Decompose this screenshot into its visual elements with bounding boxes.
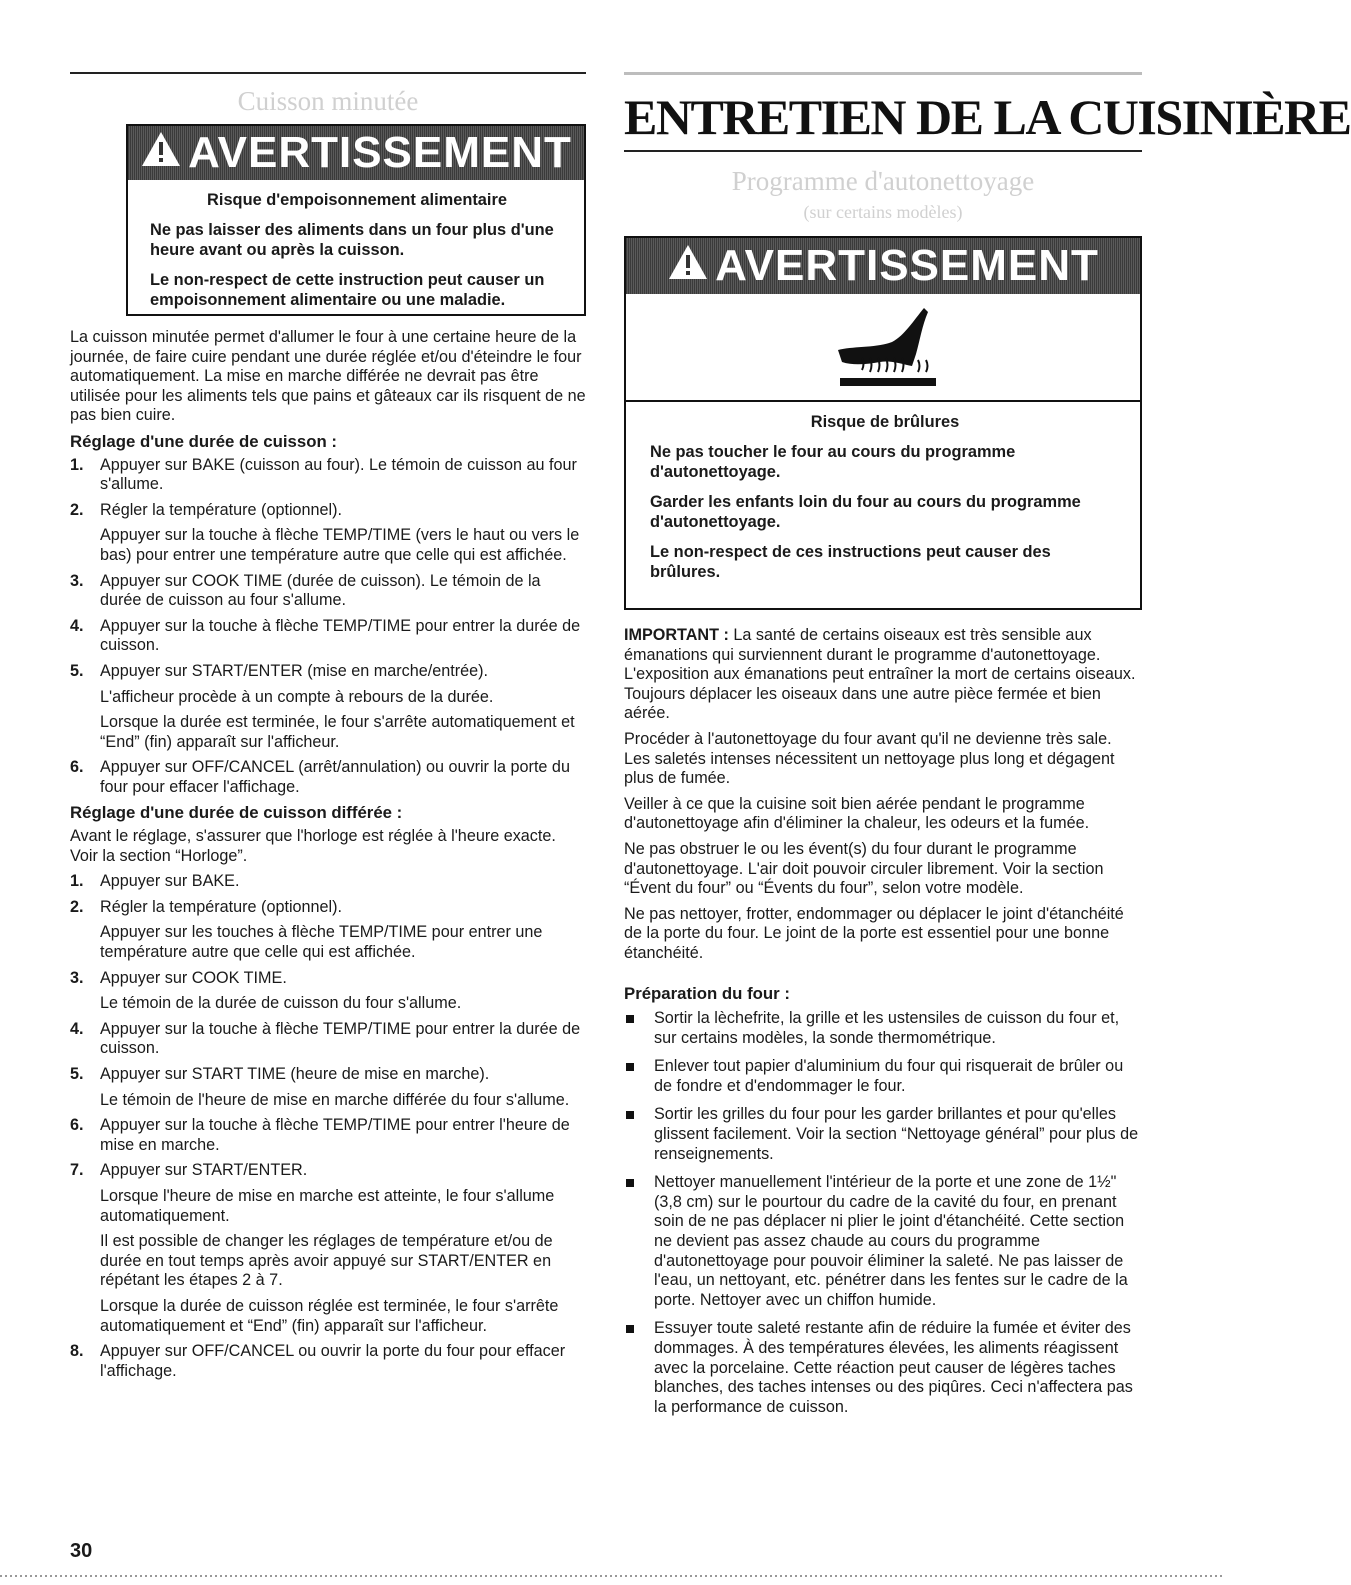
warning-banner-label: AVERTISSEMENT: [188, 128, 572, 177]
step-number: 3.: [70, 571, 84, 590]
warning-line: Garder les enfants loin du four au cours du programme d'autonettoyage.: [650, 493, 1081, 531]
warning-line: Le non-respect de cette instruction peut causer un empoisonnement alimentaire ou une maladie.: [150, 271, 545, 309]
warning-box-burn: [624, 236, 1142, 610]
scan-edge: [0, 1575, 1225, 1577]
step-number: 4.: [70, 1019, 84, 1038]
heading-duree: Réglage d'une durée de cuisson :: [70, 431, 337, 451]
step-number: 7.: [70, 1161, 84, 1180]
step-subtext: Lorsque la durée de cuisson réglée est terminée, le four s'arrête automatiquement et “End” (fin) apparaît sur l'afficheur.: [100, 1296, 559, 1335]
step-number: 2.: [70, 897, 84, 916]
right-top-rule: [624, 72, 1142, 75]
heading-preparation: Préparation du four :: [624, 983, 790, 1003]
step-number: 3.: [70, 968, 84, 987]
warning-line: Le non-respect de ces instructions peut causer des brûlures.: [650, 543, 1051, 581]
step-item: [70, 617, 586, 656]
bullet-text: Enlever tout papier d'aluminium du four qui risquerait de brûler ou de fondre et d'endommager le four.: [654, 1057, 1124, 1095]
step-number: 1.: [70, 872, 84, 891]
bullet-square-icon: [626, 1325, 634, 1333]
warning-heading: Risque de brûlures: [810, 413, 960, 431]
section-subtitle: (sur certains modèles): [803, 202, 963, 222]
main-title: ENTRETIEN DE LA CUISINIÈRE: [624, 89, 1351, 145]
step-text: Régler la température (optionnel).: [100, 897, 343, 916]
bullet-item: [624, 1009, 1142, 1048]
bullet-text: Nettoyer manuellement l'intérieur de la porte et une zone de 1½" (3,8 cm) sur le pourtour du cadre de la cavité du four, en prenant soin de ne pas déplacer ni plier le joint d'étanchéité. Cette section ne devient pas assez chaude au cours du programme d'autonettoyage pour pouvoir éliminer la saleté. Ne pas laisser de l'eau, un nettoyant, etc. pénétrer dans les fentes sur le cadre de la porte. Nettoyer avec un chiffon humide.: [654, 1173, 1128, 1309]
step-text: Appuyer sur BAKE.: [100, 872, 240, 891]
step-text: Appuyer sur COOK TIME (durée de cuisson). Le témoin de la durée de cuisson au four s'allume.: [100, 571, 541, 610]
bullet-square-icon: [626, 1179, 634, 1187]
step-number: 6.: [70, 1116, 84, 1135]
bullet-square-icon: [626, 1015, 634, 1023]
bullet-item: [624, 1057, 1142, 1096]
step-subtext: Il est possible de changer les réglages de température et/ou de durée en tout temps après avoir appuyé sur START/ENTER en répétant les étapes 2 à 7.: [100, 1232, 553, 1290]
right-body: [624, 626, 1142, 1426]
steps-list-differee: [70, 872, 586, 1381]
step-text: Appuyer sur la touche à flèche TEMP/TIME pour entrer la durée de cuisson.: [100, 616, 581, 655]
heading-differee: Réglage d'une durée de cuisson différée :: [70, 803, 403, 823]
step-item: [70, 1161, 586, 1336]
step-subtext: Appuyer sur les touches à flèche TEMP/TIME pour entrer une température autre que celle qui est affichée.: [100, 923, 543, 962]
step-number: 2.: [70, 500, 84, 519]
warning-banner: [626, 238, 1140, 294]
bullet-text: Sortir la lèchefrite, la grille et les ustensiles de cuisson du four et, sur certains modèles, la sonde thermométrique.: [654, 1009, 1120, 1047]
step-subtext: Lorsque l'heure de mise en marche est atteinte, le four s'allume automatiquement.: [100, 1186, 555, 1225]
step-subtext: Le témoin de l'heure de mise en marche différée du four s'allume.: [100, 1090, 570, 1109]
step-item: [70, 572, 586, 611]
bullet-text: Sortir les grilles du four pour les garder brillantes et pour qu'elles glissent facilement. Voir la section “Nettoyage général” pour plus de renseignements.: [654, 1105, 1139, 1163]
important-label: IMPORTANT :: [624, 626, 729, 644]
step-subtext: Appuyer sur la touche à flèche TEMP/TIME (vers le haut ou vers le bas) pour entrer une température autre que celle qui est affichée.: [100, 526, 580, 564]
step-text: Appuyer sur COOK TIME.: [100, 968, 287, 987]
warning-line: Ne pas toucher le four au cours du programme d'autonettoyage.: [650, 443, 1016, 481]
step-number: 5.: [70, 1065, 84, 1083]
bullet-item: [624, 1173, 1142, 1310]
step-subtext: Lorsque la durée est terminée, le four s'arrête automatiquement et “End” (fin) apparaît sur l'afficheur.: [100, 713, 575, 751]
step-text: Appuyer sur OFF/CANCEL ou ouvrir la porte du four pour effacer l'affichage.: [100, 1342, 566, 1380]
warning-box-food: [126, 124, 586, 316]
step-text: Appuyer sur la touche à flèche TEMP/TIME pour entrer l'heure de mise en marche.: [100, 1116, 570, 1154]
step-item: [70, 969, 586, 1014]
title-rule: [624, 150, 1142, 152]
step-item: [70, 1065, 586, 1110]
warning-heading: Risque d'empoisonnement alimentaire: [207, 191, 507, 209]
bullet-item: [624, 1319, 1142, 1417]
steps-list-duree: [70, 456, 586, 798]
step-number: 8.: [70, 1342, 84, 1361]
bullet-square-icon: [626, 1111, 634, 1119]
step-subtext: Le témoin de la durée de cuisson du four s'allume.: [100, 994, 462, 1013]
warning-banner: [128, 126, 584, 180]
section-title-cuisson: Cuisson minutée: [237, 86, 419, 116]
hot-surface-panel: [626, 294, 1140, 402]
important-text: La santé de certains oiseaux est très sensible aux émanations qui surviennent durant le programme d'autonettoyage. L'exposition aux émanations peut entraîner la mort de certains oiseaux. Toujours déplacer les oiseaux dans une autre pièce fermée et bien aérée.: [624, 626, 1136, 723]
warning-triangle-icon: [140, 130, 182, 176]
step-item: [70, 662, 586, 752]
page-number: 30: [70, 1540, 93, 1562]
step-number: 1.: [70, 455, 84, 474]
step-text: Régler la température (optionnel).: [100, 500, 343, 519]
step-number: 6.: [70, 758, 84, 777]
body-paragraph: Veiller à ce que la cuisine soit bien aérée pendant le programme d'autonettoyage afin d'éliminer la chaleur, les odeurs et la fumée.: [624, 794, 1090, 833]
preparation-list: [624, 1009, 1142, 1417]
important-paragraph: [624, 626, 1142, 724]
section-title-autonettoyage: Programme d'autonettoyage: [731, 166, 1035, 196]
warning-banner-label: AVERTISSEMENT: [715, 241, 1099, 290]
bullet-item: [624, 1105, 1142, 1164]
step-text: Appuyer sur START TIME (heure de mise en marche).: [100, 1065, 490, 1083]
left-top-rule: [70, 72, 586, 74]
hot-surface-hand-icon: [832, 306, 942, 399]
step-item: [70, 501, 586, 566]
intro-paragraph: La cuisson minutée permet d'allumer le four à une certaine heure de la journée, de faire cuire pendant une durée réglée et/ou d'éteindre le four automatiquement. La mise en marche différée ne devrait pas être utilisée pour les aliments tels que pains et gâteaux car ils risquent de ne pas bien cuire.: [70, 328, 586, 425]
step-text: Appuyer sur OFF/CANCEL (arrêt/annulation) ou ouvrir la porte du four pour effacer l'affichage.: [100, 758, 570, 796]
step-text: Appuyer sur BAKE (cuisson au four). Le témoin de cuisson au four s'allume.: [100, 455, 577, 494]
bullet-text: Essuyer toute saleté restante afin de réduire la fumée et éviter des dommages. À des températures élevées, les aliments réagissent avec la porcelaine. Cette réaction peut causer de légères taches blanches, des taches intenses ou des piqûres. Ceci n'affectera pas la performance de cuisson.: [654, 1319, 1133, 1416]
body-paragraph: Procéder à l'autonettoyage du four avant qu'il ne devienne très sale. Les saletés intenses nécessitent un nettoyage plus long et dégagent plus de fumée.: [624, 729, 1115, 788]
step-item: [70, 898, 586, 963]
step-item: [70, 456, 586, 495]
bullet-square-icon: [626, 1063, 634, 1071]
body-paragraph: Ne pas obstruer le ou les évent(s) du four durant le programme d'autonettoyage. L'air doit pouvoir circuler librement. Voir la section “Évent du four” ou “Évents du four”, selon votre modèle.: [624, 839, 1104, 898]
step-number: 5.: [70, 661, 84, 680]
warning-line: Ne pas laisser des aliments dans un four plus d'une heure avant ou après la cuisson.: [150, 221, 554, 259]
warning-triangle-icon: [667, 243, 709, 289]
step-number: 4.: [70, 616, 84, 635]
step-item: [70, 758, 586, 797]
left-body: [70, 328, 586, 1387]
step-item: [70, 872, 586, 892]
step-item: [70, 1020, 586, 1059]
step-text: Appuyer sur START/ENTER.: [100, 1161, 308, 1180]
body-paragraph: Ne pas nettoyer, frotter, endommager ou déplacer le joint d'étanchéité de la porte du four. Le joint de la porte est essentiel pour une bonne étanchéité.: [624, 904, 1124, 962]
step-text: Appuyer sur START/ENTER (mise en marche/entrée).: [100, 661, 489, 680]
step-item: [70, 1116, 586, 1155]
differee-intro: Avant le réglage, s'assurer que l'horloge est réglée à l'heure exacte. Voir la section “Horloge”.: [70, 827, 556, 865]
step-text: Appuyer sur la touche à flèche TEMP/TIME pour entrer la durée de cuisson.: [100, 1019, 581, 1058]
step-item: [70, 1342, 586, 1381]
step-subtext: L'afficheur procède à un compte à rebours de la durée.: [100, 687, 494, 706]
